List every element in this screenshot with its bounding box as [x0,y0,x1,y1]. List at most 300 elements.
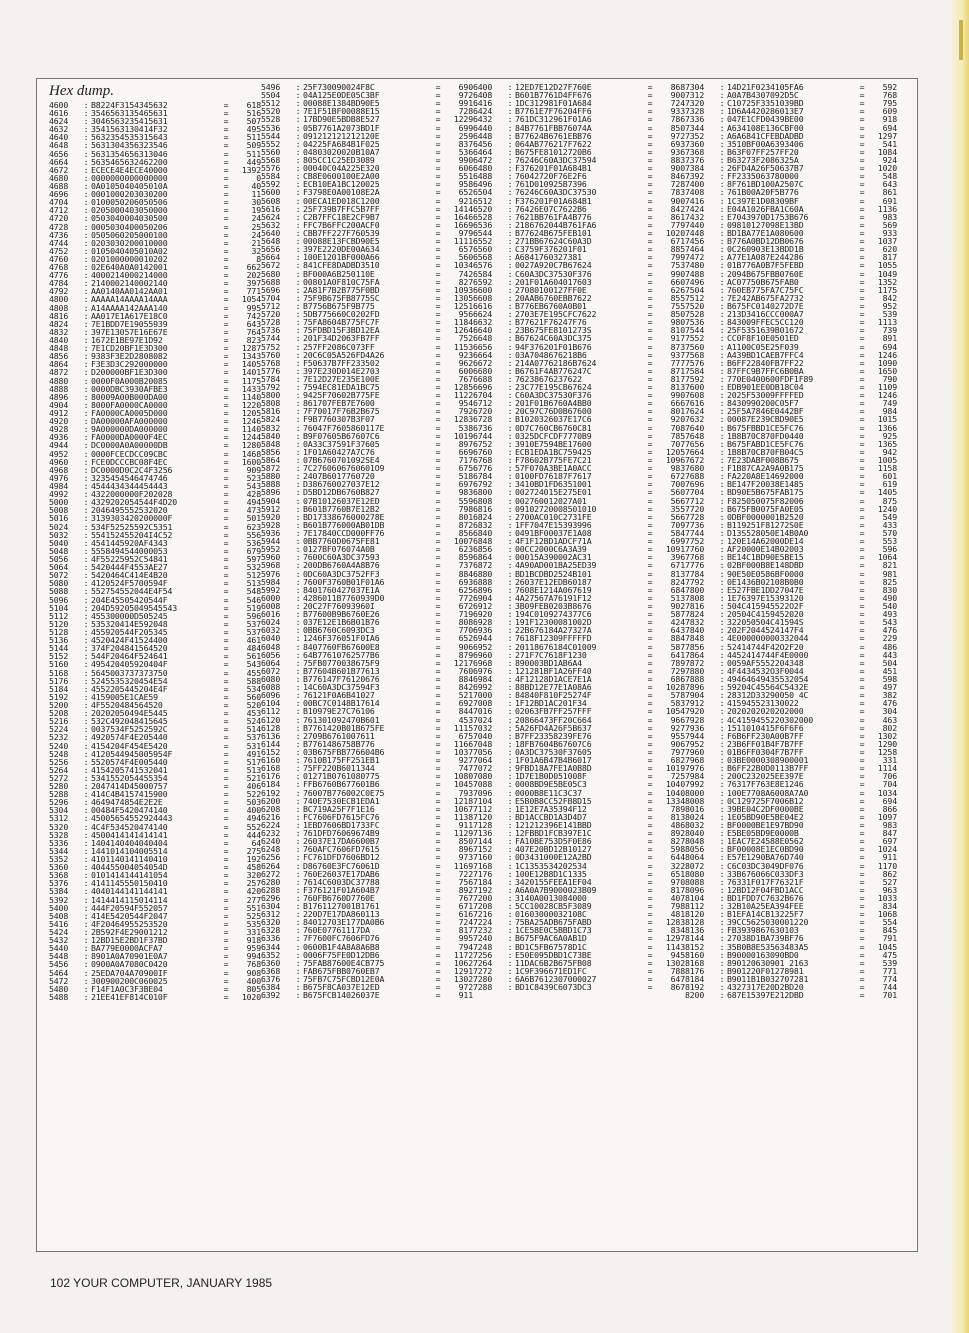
row-address: 5816 [261,406,281,417]
row-hex-bytes: 2094B675FBB0760E [727,268,804,279]
row-hex-bytes: 5341552054455354 [91,772,168,783]
row-hex-bytes: 0000000000000000 [91,172,168,183]
row-colon: : [83,205,89,216]
row-colon: : [83,975,89,986]
row-checksum: 1184 [453,317,473,328]
row-equals: = [647,83,653,92]
row-address: 6624 [473,309,493,320]
row-equals: = [435,965,441,976]
row-address: 8072 [685,860,705,871]
row-checksum: 609 [882,106,897,117]
row-colon: : [719,422,725,433]
row-hex-bytes: 761D010925B7396 [515,179,587,190]
row-hex-bytes: 52414744F42O2F20 [727,641,804,652]
row-equals: = [647,560,653,571]
row-address: 6304 [261,901,281,912]
row-colon: : [507,511,513,522]
row-colon: : [295,398,301,409]
hex-dump-title: Hex dump. [49,83,114,99]
row-equals: = [435,714,441,725]
row-checksum: 618 [246,100,261,110]
row-equals: = [647,657,653,668]
row-hex-bytes: B9011B1B032707281 [727,974,809,985]
row-colon: : [83,140,89,151]
row-equals: = [647,463,653,474]
row-checksum: 1020 [877,163,897,174]
row-hex-bytes: 12BD12F04FBD1ACC [727,884,804,895]
row-checksum: 850 [670,309,685,320]
row-address: 4968 [49,464,69,475]
row-equals: = [647,690,653,701]
row-hex-bytes: B776A0BD12DB0676 [727,236,804,247]
row-hex-bytes: 0105040405010A02 [91,245,168,256]
row-checksum: 1600 [241,456,261,467]
row-equals: = [859,576,865,587]
row-checksum: 570 [882,528,897,539]
row-equals: = [223,270,229,281]
row-hex-bytes: 687E15397E212DBD [727,990,804,1000]
row-checksum: 662 [246,262,261,273]
row-equals: = [223,408,229,419]
row-address: 6600 [473,284,493,295]
row-address: 4648 [49,140,69,151]
row-checksum: 983 [458,487,473,498]
row-checksum: 1040 [665,779,685,790]
row-checksum: 697 [458,479,473,490]
row-hex-bytes: 0101414144141054 [91,870,168,881]
row-colon: : [719,803,725,814]
row-colon: : [719,146,725,157]
row-colon: : [295,528,301,539]
row-address: 5464 [49,967,69,978]
row-hex-bytes: B9F07605B67607C6 [303,430,380,441]
row-address: 7944 [685,730,705,741]
row-address: 4832 [49,326,69,337]
row-equals: = [859,333,865,344]
row-equals: = [647,682,653,693]
row-equals: = [223,586,229,597]
row-checksum: 535 [246,918,261,929]
row-address: 8184 [685,974,705,985]
row-address: 5440 [49,943,69,954]
row-colon: : [507,252,513,263]
row-hex-bytes: 6A6B7612307000027 [515,974,597,985]
row-address: 5920 [261,511,281,522]
row-checksum: 1114 [877,763,897,774]
row-checksum: 566 [670,511,685,522]
row-equals: = [435,268,441,279]
row-address: 5864 [261,455,281,466]
row-equals: = [223,294,229,305]
row-hex-bytes: FCE0DCCCBC08F4EC [91,456,168,467]
row-hex-bytes: 271BB67624C60A3D [515,236,592,247]
row-equals: = [647,503,653,514]
row-hex-bytes: B7761E7F76204FF6 [515,106,592,117]
row-equals: = [647,333,653,344]
row-colon: : [83,180,89,191]
row-equals: = [647,746,653,757]
row-checksum: 675 [458,730,473,741]
row-hex-bytes: 75FA8604B775FC7F [303,317,380,328]
row-address: 4640 [49,132,69,143]
row-equals: = [647,236,653,247]
row-colon: : [83,221,89,232]
row-hex-bytes: 544F20464F524641 [91,651,168,662]
row-equals: = [435,357,441,368]
row-address: 7760 [685,544,705,555]
row-colon: : [507,706,513,717]
row-equals: = [223,521,229,532]
row-equals: = [859,341,865,352]
row-hex-bytes: 00015A390002AC31 [515,552,592,563]
row-hex-bytes: 3235454546474746 [91,472,168,483]
row-hex-bytes: 75FB0770038675F9 [303,657,380,668]
row-hex-bytes: 00BC7C0148B17614 [303,698,380,709]
row-checksum: 1054 [665,706,685,717]
row-equals: = [223,975,229,986]
row-equals: = [223,529,229,540]
row-address: 6392 [261,990,281,1000]
row-hex-bytes: 120E14A62000DE14 [727,536,804,547]
row-equals: = [223,464,229,475]
row-colon: : [295,584,301,595]
row-colon: : [507,617,513,628]
row-address: 8128 [685,917,705,928]
row-hex-bytes: 0600B1F4A8A8A6B8 [303,941,380,952]
row-colon: : [83,910,89,921]
row-checksum: 549 [882,511,897,522]
row-checksum: 866 [882,803,897,814]
row-colon: : [295,284,301,295]
row-equals: = [859,479,865,490]
row-address: 7720 [685,503,705,514]
row-equals: = [859,568,865,579]
row-equals: = [223,505,229,516]
row-equals: = [859,844,865,855]
row-colon: : [507,171,513,182]
row-equals: = [435,901,441,912]
row-equals: = [435,941,441,952]
row-equals: = [859,171,865,182]
row-colon: : [507,755,513,766]
row-equals: = [859,365,865,376]
row-colon: : [719,203,725,214]
row-equals: = [223,302,229,313]
row-address: 5288 [49,789,69,800]
row-equals: = [647,706,653,717]
row-address: 7080 [473,771,493,782]
row-equals: = [435,552,441,563]
row-address: 7712 [685,495,705,506]
row-address: 5800 [261,390,281,401]
row-colon: : [295,795,301,806]
row-address: 7632 [685,414,705,425]
row-hex-bytes: B77600B9B6760E26 [303,609,380,620]
row-colon: : [507,333,513,344]
row-hex-bytes: 2A81F7B2B775F0BD [303,284,380,295]
row-checksum: 1113 [877,317,897,328]
row-colon: : [507,568,513,579]
row-hex-bytes: 414E5420544F2047 [91,910,168,921]
row-checksum: 494 [246,813,261,824]
row-address: 5088 [49,586,69,597]
row-checksum: 1217 [453,657,473,668]
row-colon: : [507,495,513,506]
row-equals: = [223,116,229,127]
row-checksum: 694 [882,795,897,806]
row-checksum: 801 [670,406,685,417]
row-checksum: 643 [246,318,261,329]
row-equals: = [223,140,229,151]
row-checksum: 911 [458,819,473,830]
row-equals: = [435,690,441,701]
row-hex-bytes: 5420444F4553AE27 [91,562,168,573]
row-equals: = [223,553,229,564]
row-address: 7216 [473,909,493,920]
row-equals: = [435,584,441,595]
row-colon: : [295,300,301,311]
row-equals: = [859,292,865,303]
row-address: 7352 [685,130,705,141]
row-equals: = [859,901,865,912]
row-equals: = [435,284,441,295]
row-checksum: 463 [882,714,897,725]
row-colon: : [507,98,513,109]
row-address: 6560 [473,244,493,255]
row-checksum: 539 [882,957,897,968]
row-hex-bytes: 0505060205000100 [91,229,168,240]
row-checksum: 560 [458,252,473,263]
row-address: 5656 [261,244,281,255]
row-checksum: 771 [246,286,261,297]
row-checksum: 1067 [453,803,473,814]
row-hex-bytes: 03B675FBB776604B6 [303,746,385,757]
row-colon: : [507,852,513,863]
row-hex-bytes: B8224F3154345632 [91,100,168,110]
row-checksum: 792 [458,406,473,417]
row-hex-bytes: 0000DBC3930AFBE3 [91,383,168,394]
row-checksum: 954 [458,398,473,409]
row-checksum: 420 [246,886,261,897]
row-checksum: 669 [458,446,473,457]
row-colon: : [83,448,89,459]
row-checksum: 909 [246,464,261,475]
row-equals: = [859,544,865,555]
row-address: 7424 [685,203,705,214]
row-colon: : [83,416,89,427]
row-colon: : [507,430,513,441]
row-checksum: 679 [246,545,261,556]
row-equals: = [223,424,229,435]
row-equals: = [859,138,865,149]
row-checksum: 990 [458,154,473,165]
row-address: 5232 [49,732,69,743]
row-colon: : [507,244,513,255]
row-equals: = [647,341,653,352]
row-equals: = [647,698,653,709]
row-hex-bytes: 1E76397E15393120 [727,592,804,603]
row-equals: = [223,764,229,775]
row-address: 7360 [685,138,705,149]
row-hex-bytes: 00ECA1ED018C1200 [303,195,380,206]
row-address: 8136 [685,925,705,936]
row-equals: = [859,300,865,311]
row-equals: = [859,641,865,652]
row-equals: = [223,262,229,273]
row-address: 6128 [261,722,281,733]
row-equals: = [647,665,653,676]
row-checksum: 1091 [665,544,685,555]
row-hex-bytes: 1246F376051F0IA6 [303,633,380,644]
row-hex-bytes: 204E45505420544F [91,594,168,605]
row-hex-bytes: 1F01A60427A7C76 [303,446,375,457]
row-address: 6704 [473,390,493,401]
row-equals: = [435,892,441,903]
row-checksum: 1240 [877,503,897,514]
row-hex-bytes: A6A0A7B9000023B09 [515,884,597,895]
row-checksum: 991 [458,98,473,109]
row-checksum: 693 [458,576,473,587]
row-hex-bytes: F50637B7FF233502 [303,357,380,368]
row-hex-bytes: 532C492048415645 [91,716,168,727]
row-hex-bytes: 35B0B8E53563483A5 [727,941,809,952]
row-equals: = [435,382,441,393]
row-checksum: 1280 [241,440,261,451]
row-checksum: 772 [458,592,473,603]
row-colon: : [295,195,301,206]
row-checksum: 516 [246,107,261,118]
row-colon: : [507,665,513,676]
row-equals: = [435,649,441,660]
row-address: 4712 [49,205,69,216]
row-address: 5544 [261,130,281,141]
row-colon: : [295,892,301,903]
row-colon: : [507,901,513,912]
row-equals: = [223,724,229,735]
row-address: 8144 [685,933,705,944]
row-hex-bytes: DC0000A0A00000DB [91,440,168,451]
row-checksum: 885 [670,244,685,255]
row-address: 4848 [49,343,69,354]
row-address: 6000 [261,592,281,603]
row-hex-bytes: 1B8B70C870FD0440 [727,430,804,441]
row-hex-bytes: FB3939867630103 [727,925,799,936]
row-colon: : [83,594,89,605]
row-hex-bytes: 21EE41EF814C010F [91,991,168,1001]
row-colon: : [719,965,725,976]
row-address: 7496 [685,276,705,287]
row-equals: = [859,511,865,522]
row-checksum: 451 [882,665,897,676]
row-checksum: 522 [246,789,261,800]
page-edge-mark [959,20,963,60]
row-hex-bytes: A0A7B4307092D5C [727,90,799,101]
row-colon: : [719,901,725,912]
row-address: 6016 [261,609,281,620]
row-checksum: 873 [670,341,685,352]
row-address: 5904 [261,495,281,506]
row-hex-bytes: E5B0B8CC52FB8D15 [515,795,592,806]
row-hex-bytes: B6FF22B0D0113B7FF [727,763,809,774]
row-checksum: 719 [458,609,473,620]
row-equals: = [435,317,441,328]
row-address: 6960 [473,649,493,660]
row-colon: : [719,576,725,587]
row-colon: : [719,836,725,847]
row-checksum: 729 [670,665,685,676]
row-colon: : [719,528,725,539]
row-equals: = [859,617,865,628]
row-hex-bytes: B675FC0140272D7E [727,300,804,311]
row-checksum: 994 [246,951,261,962]
row-checksum: 534 [246,683,261,694]
row-checksum: 400 [246,975,261,986]
row-colon: : [507,455,513,466]
row-checksum: 728 [458,106,473,117]
row-hex-bytes: 554152455204I4C52 [91,529,173,540]
row-colon: : [719,868,725,879]
row-colon: : [507,487,513,498]
row-checksum: 1205 [665,446,685,457]
row-address: 5976 [261,568,281,579]
row-equals: = [859,909,865,920]
row-colon: : [83,262,89,273]
row-colon: : [719,568,725,579]
row-hex-bytes: B7FF23358239FE76 [515,730,592,741]
row-colon: : [719,106,725,117]
row-checksum: 834 [670,925,685,936]
row-address: 6024 [261,617,281,628]
row-hex-bytes: 76331F017F76321F [727,876,804,887]
row-address: 7048 [473,738,493,749]
row-checksum: 862 [882,868,897,879]
row-colon: : [295,552,301,563]
row-checksum: 30 [251,197,261,208]
row-checksum: 756 [458,876,473,887]
row-equals: = [647,909,653,920]
row-address: 7136 [473,828,493,839]
row-hex-bytes: 5A26FD4A26F5B637 [515,722,592,733]
row-colon: : [83,586,89,597]
page-edge-strip [951,0,969,1333]
row-colon: : [507,83,513,92]
row-colon: : [83,424,89,435]
row-address: 7456 [685,236,705,247]
row-equals: = [647,787,653,798]
row-checksum: 1650 [877,365,897,376]
row-checksum: 444 [246,829,261,840]
row-checksum: 641 [670,649,685,660]
row-checksum: 521 [246,772,261,783]
row-hex-bytes: B601B776000AB01DB [303,519,385,530]
row-hex-bytes: 02E640A0A0142001 [91,262,168,273]
row-colon: : [83,513,89,524]
row-hex-bytes: 90E50E0586BF0000 [727,568,804,579]
row-checksum: 747 [458,763,473,774]
row-equals: = [223,570,229,581]
row-colon: : [295,519,301,530]
row-address: 7536 [685,317,705,328]
row-address: 7328 [685,106,705,117]
row-checksum: 798 [458,503,473,514]
row-equals: = [435,455,441,466]
row-equals: = [223,708,229,719]
row-colon: : [507,982,513,992]
row-hex-bytes: 121281BF1A26FF40 [515,665,592,676]
row-colon: : [507,601,513,611]
row-equals: = [859,163,865,174]
row-checksum: 790 [882,373,897,384]
